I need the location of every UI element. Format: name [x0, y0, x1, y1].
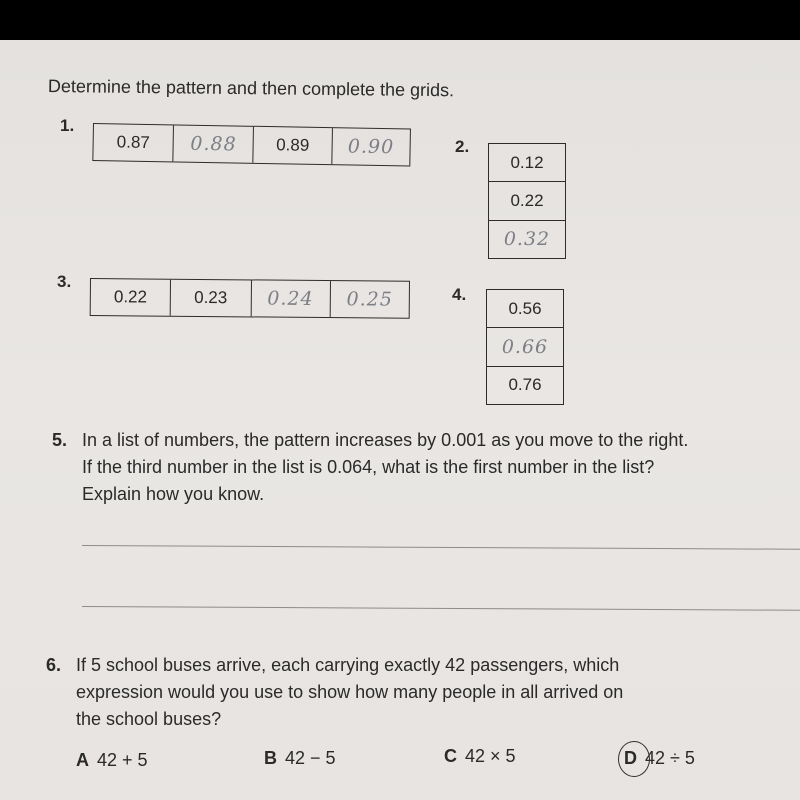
grid-2-cell: 0.12: [489, 144, 565, 182]
grid-4-number: 4.: [452, 285, 467, 304]
choice-b[interactable]: [264, 748, 336, 769]
grid-1: [92, 123, 411, 167]
grid-3-answer-cell[interactable]: 0.24: [251, 280, 331, 317]
question-6-text: expression would you use to show how many people in all arrived on: [76, 682, 624, 702]
grid-2-cell: 0.22: [489, 182, 565, 220]
grid-4-cell: 0.76: [508, 375, 542, 395]
question-6-number: 6.: [46, 655, 62, 675]
grid-1-number: 1.: [60, 116, 75, 135]
grid-3-number: 3.: [57, 272, 72, 291]
choice-text: 42 ÷ 5: [645, 748, 695, 768]
choice-letter: B: [264, 748, 277, 768]
grid-3-answer-cell[interactable]: 0.25: [346, 288, 393, 311]
grid-3: [90, 278, 410, 319]
question-5-number: 5.: [52, 430, 68, 450]
grid-2: [488, 143, 566, 259]
question-5-text: Explain how you know.: [82, 484, 265, 504]
grid-1-cell: 0.87: [93, 124, 174, 161]
answer-line[interactable]: [82, 606, 800, 611]
question-5: [52, 427, 688, 508]
question-6-text: the school buses?: [76, 709, 222, 729]
choice-c[interactable]: [444, 746, 516, 767]
question-5-text: If the third number in the list is 0.064, what is the first number in the list?: [82, 457, 655, 477]
choice-text: 42 + 5: [97, 750, 148, 770]
question-6-text: If 5 school buses arrive, each carrying exactly 42 passengers, which: [76, 655, 620, 675]
grid-1-answer-cell[interactable]: 0.88: [174, 125, 255, 162]
instructions: Determine the pattern and then complete the grids.: [47, 76, 455, 101]
choice-letter: D: [624, 748, 637, 768]
choice-text: 42 × 5: [465, 746, 516, 766]
selected-circle-mark: [618, 741, 650, 777]
grid-2-number: 2.: [455, 137, 470, 156]
choice-letter: C: [444, 746, 457, 766]
question-5-text: In a list of numbers, the pattern increases by 0.001 as you move to the right.: [82, 430, 689, 450]
grid-3-cell: 0.22: [91, 279, 172, 316]
grid-4: [486, 289, 564, 405]
choice-d[interactable]: [624, 748, 695, 769]
choice-a[interactable]: [76, 750, 148, 771]
grid-4-answer-cell[interactable]: 0.66: [487, 328, 563, 366]
grid-2-answer-cell[interactable]: 0.32: [503, 228, 551, 251]
question-6: [46, 652, 623, 733]
worksheet-page: [0, 40, 800, 800]
grid-4-cell: 0.56: [487, 290, 563, 328]
choice-text: 42 − 5: [285, 748, 336, 768]
choice-letter: A: [76, 750, 89, 770]
answer-line[interactable]: [82, 545, 800, 550]
grid-1-cell: 0.89: [254, 127, 333, 164]
grid-1-answer-cell[interactable]: 0.90: [347, 135, 395, 159]
grid-3-cell: 0.23: [171, 280, 252, 317]
